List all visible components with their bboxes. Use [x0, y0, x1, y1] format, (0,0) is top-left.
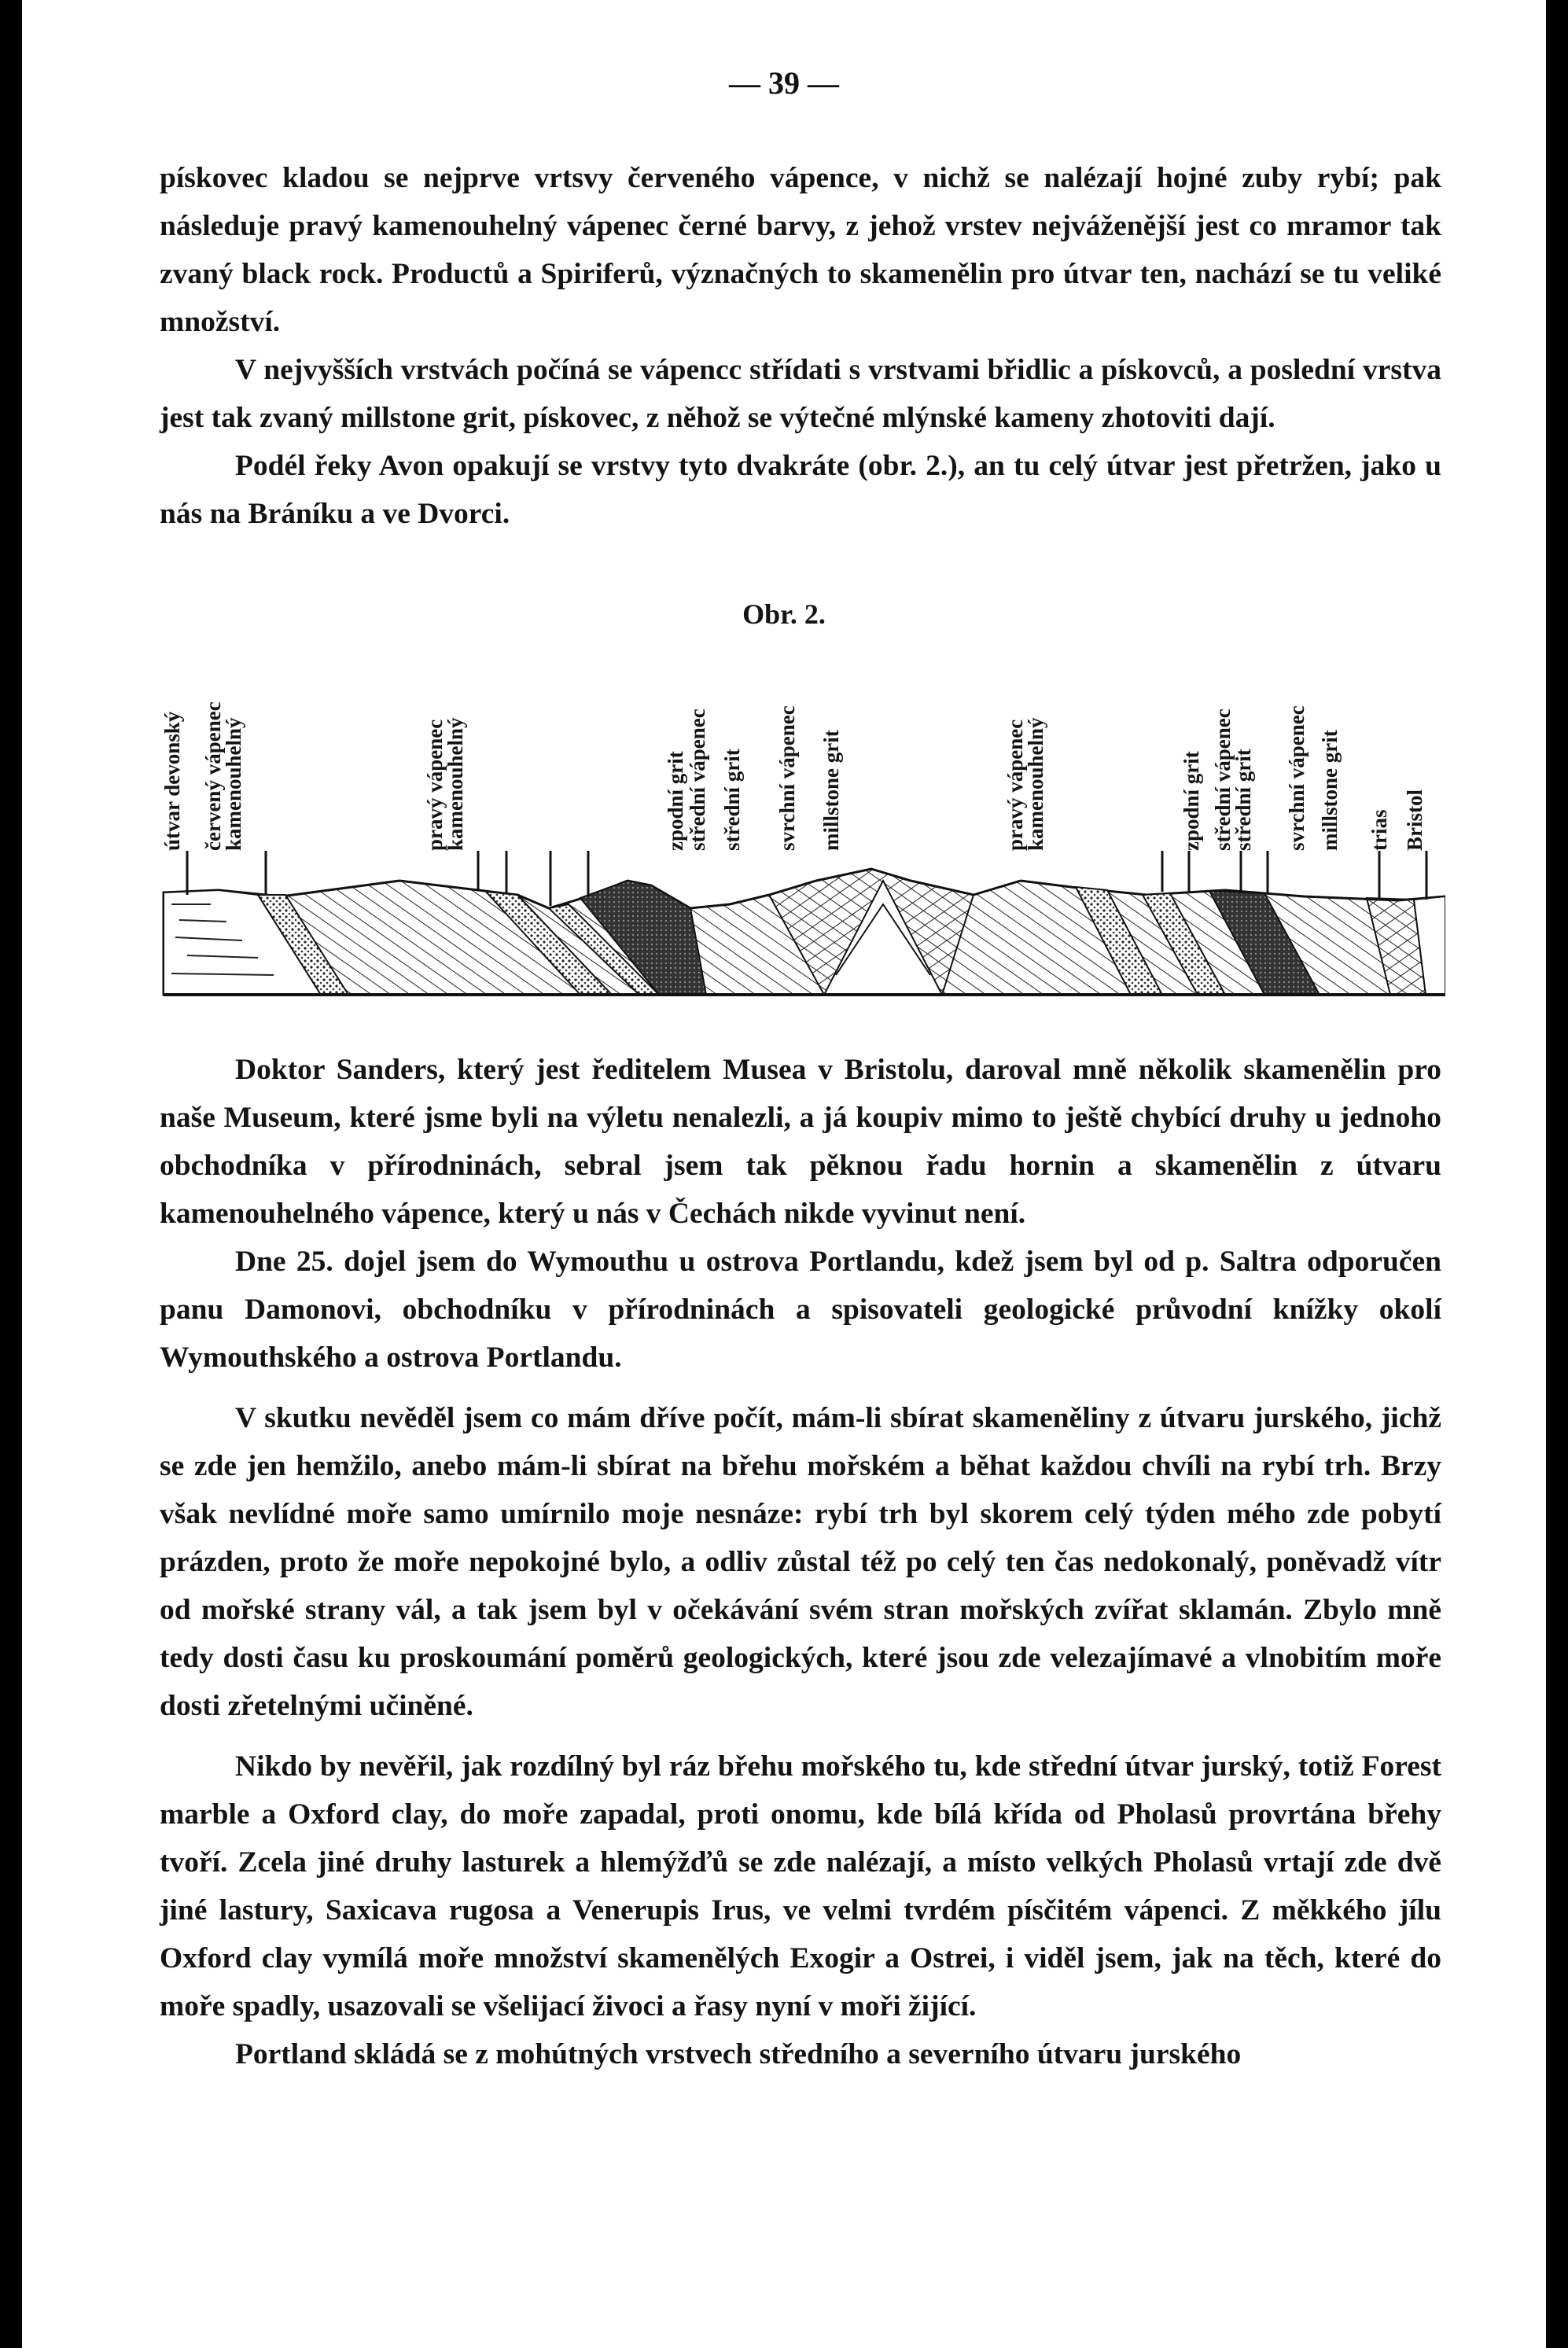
paragraph: Podél řeky Avon opakují se vrstvy tyto dvakráte (obr. 2.), an tu celý útvar jest přetržen, jako u nás na Bráníku a ve Dvorci.: [160, 450, 1441, 530]
figure-caption: Obr. 2.: [742, 598, 826, 630]
stratum-label: kamenouhelný: [1024, 717, 1047, 851]
paragraph: pískovec kladou se nejprve vrtsvy červeného vápence, v nichž se nalézají hojné zuby rybí; pak následuje pravý kamenouhelný vápenec černé barvy, z jehož vrstev nejváženější jest co mramor tak zvaný black rock. Productů a Spiriferů, význačných to skamenělin pro útvar ten, nachází se tu veliké množství.: [160, 162, 1441, 338]
paragraph: Dne 25. dojel jsem do Wymouthu u ostrova Portlandu, kdež jsem byl od p. Saltra odporučen panu Damonovi, obchodníku v přírodninách a spisovateli geologické průvodní knížky okolí Wymouthského a ostrova Portlandu.: [160, 1246, 1441, 1374]
stratum-label: svrchní vápenec: [1285, 705, 1309, 851]
stratum-labels: [160, 701, 1426, 851]
paragraph: Nikdo by nevěřil, jak rozdílný byl ráz břehu mořského tu, kde střední útvar jurský, totiž Forest marble a Oxford clay, do moře zapadal, proti onomu, kde bílá křída od Pholasů provrtána břehy tvoří. Zcela jiné druhy lasturek a hlemýžďů se zde nalézají, a místo velkých Pholasů vrtají zde dvě jiné lastury, Saxicava rugosa a Venerupis Irus, ve velmi tvrdém písčitém vápenci. Z měkkého jílu Oxford clay vymílá moře množství skamenělých Exogir a Ostrei, i viděl jsem, jak na těch, které do moře spadly, usazovali se všelijací živoci a řasy nyní v moři žijící.: [160, 1750, 1441, 2022]
stratum-label: střední vápenec: [686, 708, 709, 851]
stratum-label: střední grit: [1231, 749, 1255, 851]
stratum-label: svrchní vápenec: [775, 705, 799, 851]
stratum-label: millstone grit: [1318, 730, 1342, 851]
stratum-label: kamenouhelný: [222, 717, 245, 851]
stratum-label: červený vápenec: [201, 701, 225, 851]
paragraph: Doktor Sanders, který jest ředitelem Musea v Bristolu, daroval mně několik skamenělin pro naše Museum, které jsme byli na výletu nenalezli, a já koupiv mimo to ještě chybící druhy u jednoho obchodníka v přírodninách, sebral jsem tak pěknou řadu hornin a skamenělin z útvaru kamenouhelného vápence, který u nás v Čechách nikde vyvinut není.: [160, 1054, 1441, 1230]
text-block-top: [160, 154, 1441, 538]
stratum-label: útvar devonský: [160, 711, 184, 851]
stratum-label: pravý vápenec: [423, 719, 447, 851]
stratum-label: zpodní grit: [664, 751, 687, 851]
section-drawing: [164, 869, 1445, 995]
stratum-label: střední grit: [720, 749, 744, 851]
stratum-label: pravý vápenec: [1003, 719, 1027, 851]
stratum-label: Bristol: [1403, 789, 1426, 851]
paragraph: Portland skládá se z mohútných vrstvech středního a severního útvaru jurského: [235, 2038, 1242, 2070]
text-block-bottom: [160, 1046, 1441, 2078]
stratum-label: zpodní grit: [1180, 751, 1203, 851]
stratum-label: trias: [1367, 809, 1391, 851]
paragraph: V nejvyšších vrstvách počíná se vápencc střídati s vrstvami břidlic a pískovců, a poslední vrstva jest tak zvaný millstone grit, pískovec, z něhož se výtečné mlýnské kameny zhotoviti dají.: [160, 354, 1441, 434]
stratum-label: millstone grit: [819, 730, 843, 851]
page-number: — 39 —: [729, 65, 839, 101]
geological-section-svg: [140, 645, 1445, 1007]
geological-section-figure: [140, 645, 1445, 1007]
stratum-label: kamenouhelný: [444, 717, 467, 851]
book-page: [22, 0, 1546, 2348]
paragraph: V skutku nevěděl jsem co mám dříve počít, mám-li sbírat skameněliny z útvaru jurského, jichž se zde jen hemžilo, anebo mám-li sbírat na břehu mořském a běhat každou chvíli na rybí trh. Brzy však nevlídné moře samo umírnilo moje nesnáze: rybí trh byl skorem celý týden mého zde pobytí prázden, proto že moře nepokojné bylo, a odliv zůstal též po celý ten čas nedokonalý, poněvadž vítr od mořské strany vál, a tak jsem byl v očekávání svém stran mořských zvířat sklamán. Zbylo mně tedy dosti času ku proskoumání poměrů geologických, které jsou zde velezajímavé a vlnobitím moře dosti zřetelnými učiněné.: [160, 1402, 1441, 1722]
stratum-label: střední vápenec: [1211, 708, 1235, 851]
